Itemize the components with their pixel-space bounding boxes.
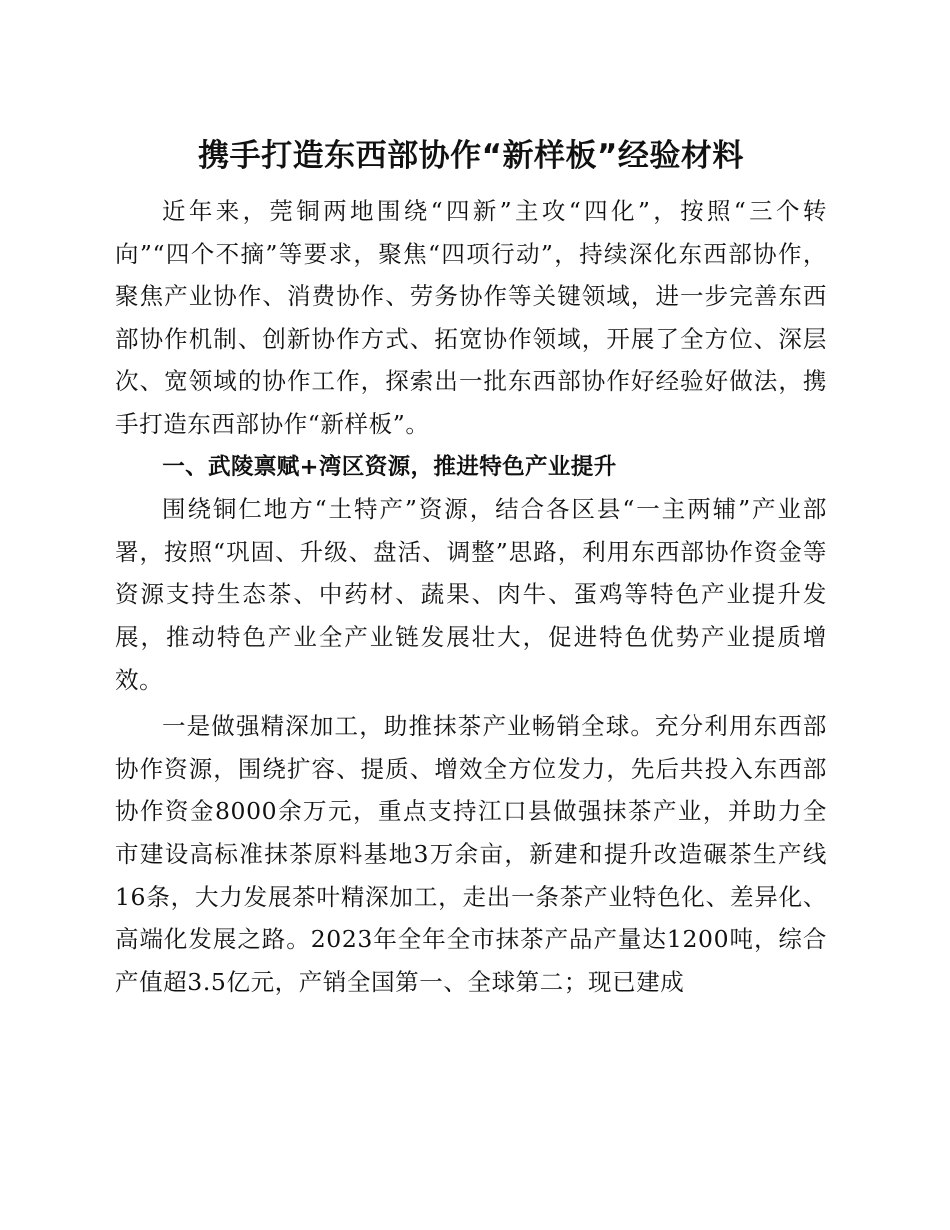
intro-paragraph: 近年来，莞铜两地围绕“四新”主攻“四化”，按照“三个转向”“四个不摘”等要求，聚焦“四项行动”，持续深化东西部协作，聚焦产业协作、消费协作、劳务协作等关键领域，进一步完善东西部协作机制、创新协作方式、拓宽协作领域，开展了全方位、深层次、宽领域的协作工作，探索出一批东西部协作好经验好做法，携手打造东西部协作“新样板”。: [115, 197, 827, 438]
section-1-intro-paragraph: 围绕铜仁地方“土特产”资源，结合各区县“一主两辅”产业部署，按照“巩固、升级、盘活、调整”思路，利用东西部协作资金等资源支持生态茶、中药材、蔬果、肉牛、蛋鸡等特色产业提升发展，推动特色产业全产业链发展壮大，促进特色优势产业提质增效。: [115, 495, 827, 694]
document-title: 携手打造东西部协作“新样板”经验材料: [198, 138, 744, 174]
section-1-point-1-paragraph: 一是做强精深加工，助推抹茶产业畅销全球。充分利用东西部协作资源，围绕扩容、提质、增效全方位发力，先后共投入东西部协作资金8000余万元，重点支持江口县做强抹茶产业，并助力全市建设高标准抹茶原料基地3万余亩，新建和提升改造碾茶生产线16条，大力发展茶叶精深加工，走出一条茶产业特色化、差异化、高端化发展之路。2023年全年全市抹茶产品产量达1200吨，综合产值超3.5亿元，产销全国第一、全球第二；现已建成: [115, 712, 827, 996]
section-heading-1: 一、武陵禀赋+湾区资源，推进特色产业提升: [162, 453, 617, 480]
document-page: [115, 128, 827, 1003]
